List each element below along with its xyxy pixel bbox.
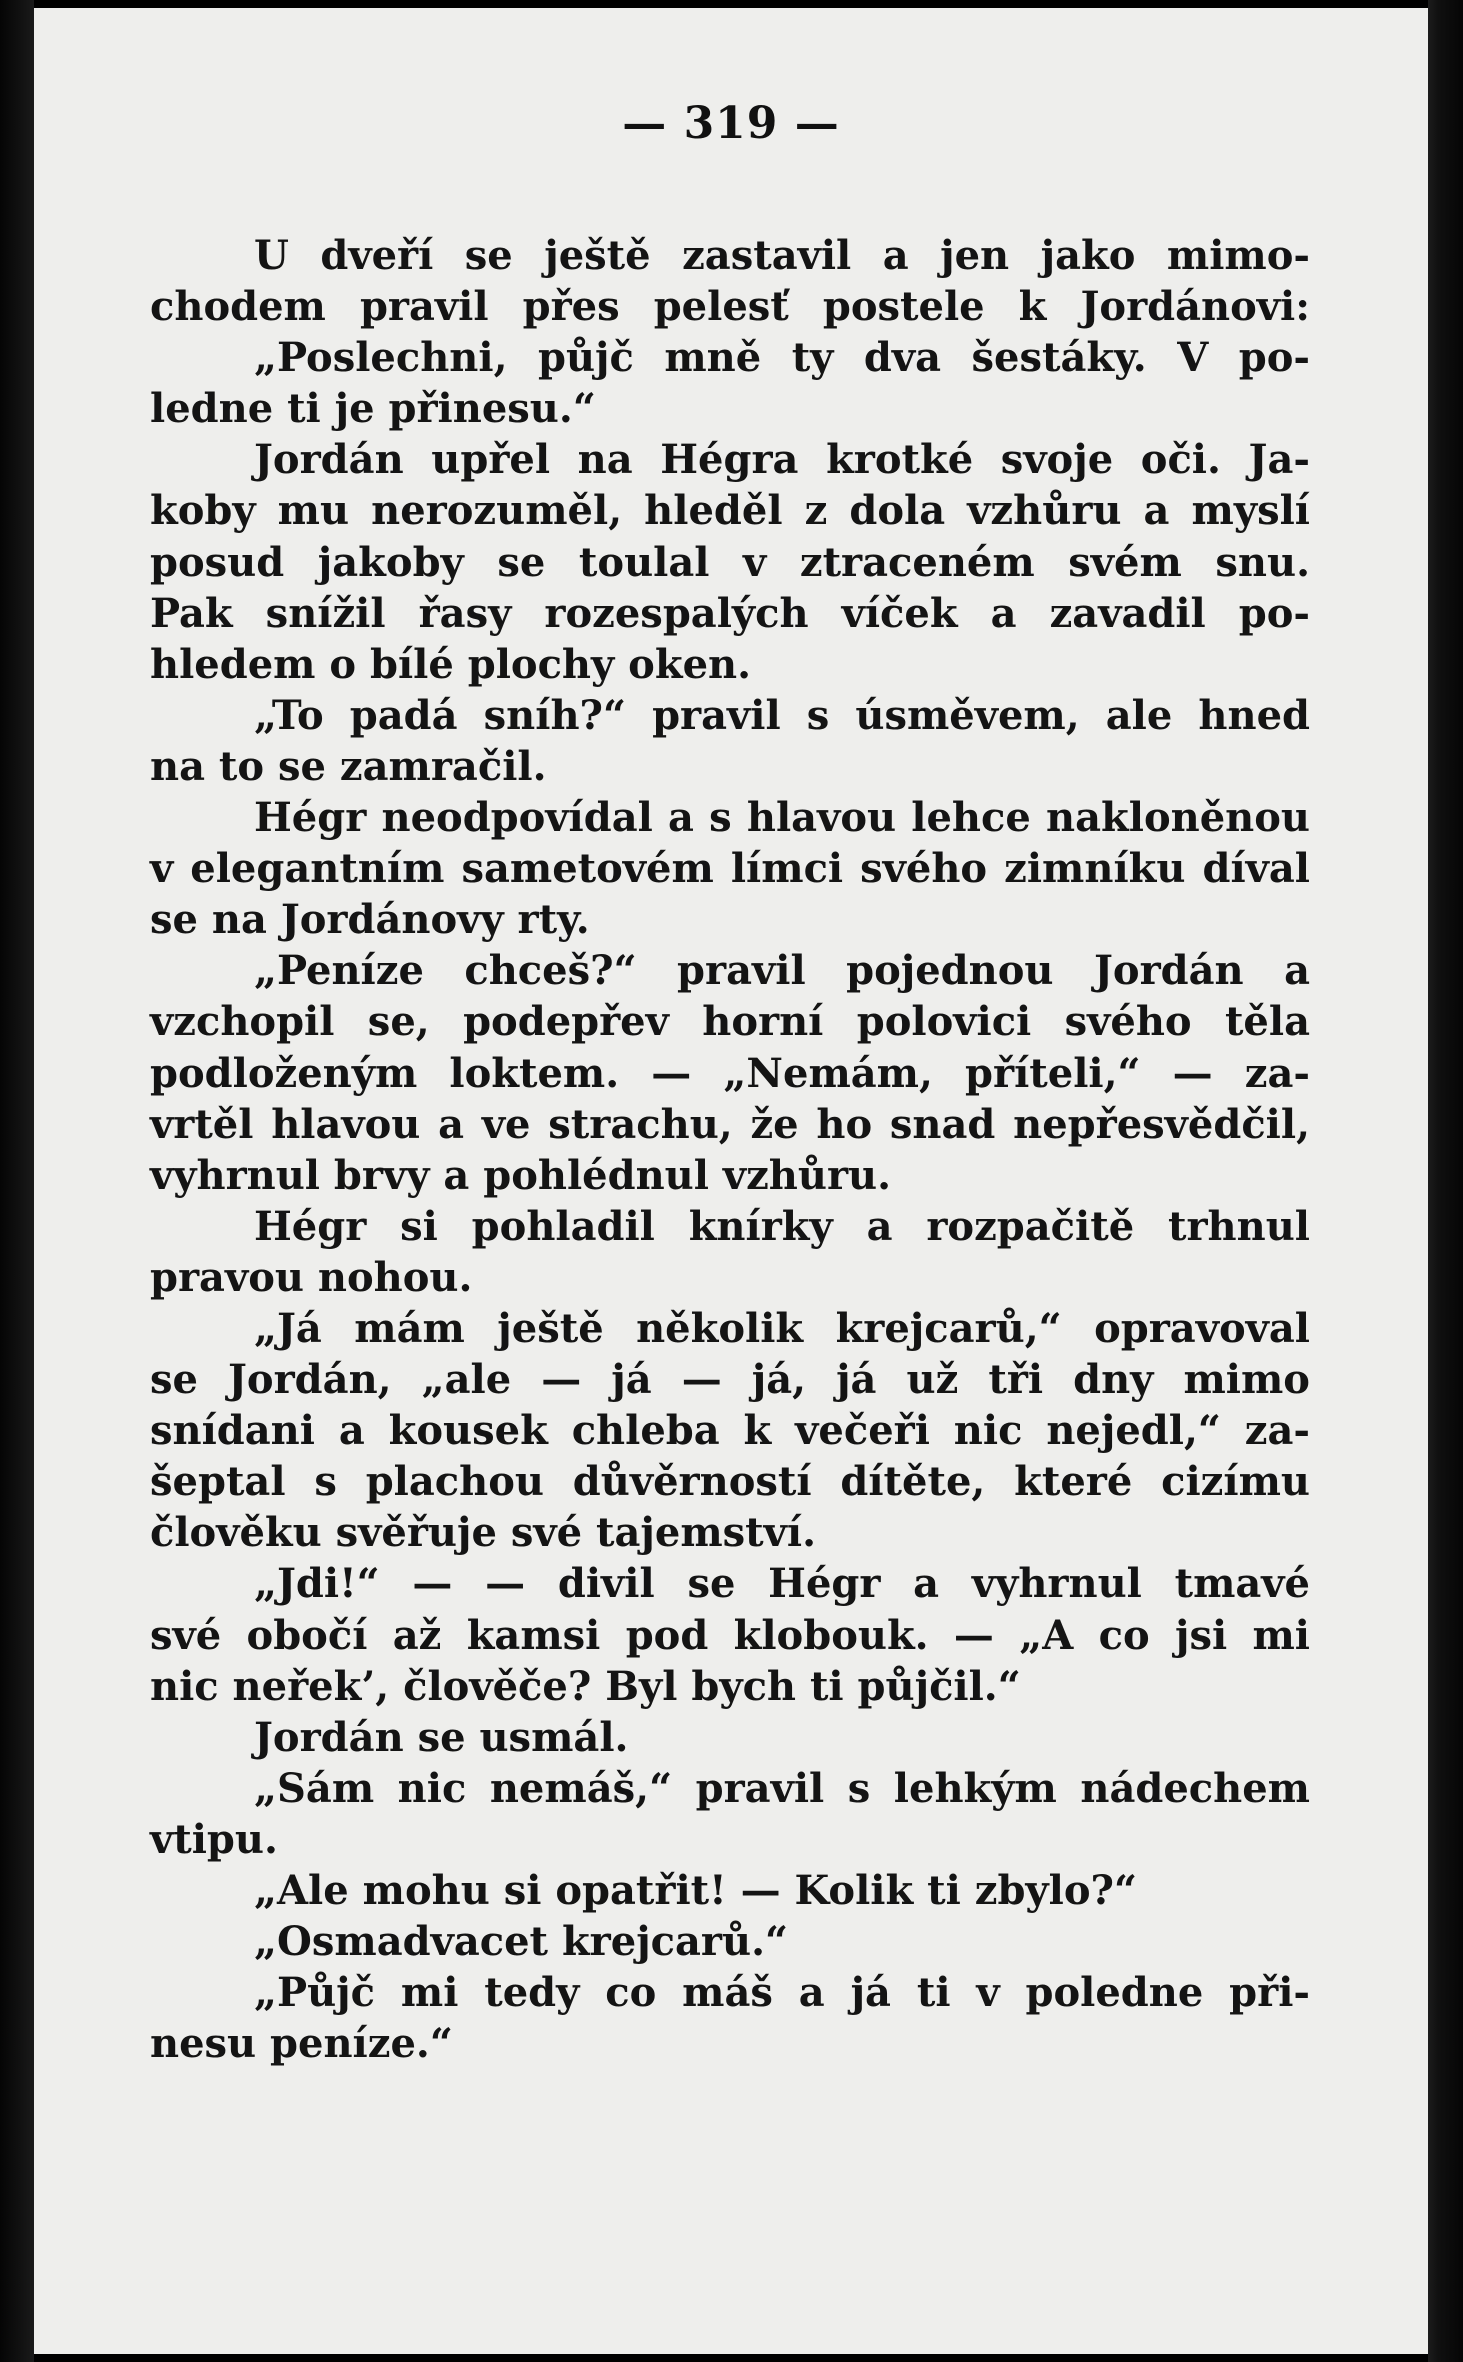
text-line: pravou nohou. (150, 1253, 473, 1301)
text-line: v elegantním sametovém límci svého zimníku díval (150, 845, 1310, 893)
text-line: koby mu nerozuměl, hleděl z dola vzhůru a myslí (150, 487, 1310, 535)
text-line: „To padá sníh?“ pravil s úsměvem, ale hned (254, 691, 1310, 739)
text-line: ledne ti je přinesu.“ (150, 385, 596, 433)
text-line: se na Jordánovy rty. (150, 896, 590, 944)
text-line: vzchopil se, podepřev horní polovici svého těla (150, 998, 1310, 1046)
text-line: Jordán upřel na Hégra krotké svoje oči. Ja- (254, 436, 1310, 484)
text-line: „Jdi!“ — — divil se Hégr a vyhrnul tmavé (254, 1560, 1310, 1608)
text-line: U dveří se ještě zastavil a jen jako mimo- (254, 232, 1310, 279)
text-line: člověku svěřuje své tajemství. (150, 1509, 816, 1557)
book-page (34, 8, 1428, 2354)
text-line: snídani a kousek chleba k večeři nic nejedl,“ za- (150, 1407, 1310, 1455)
text-line: „Sám nic nemáš,“ pravil s lehkým nádechem (254, 1764, 1310, 1812)
text-line: Jordán se usmál. (254, 1713, 629, 1761)
text-line: „Peníze chceš?“ pravil pojednou Jordán a (254, 947, 1310, 995)
text-line: své obočí až kamsi pod klobouk. — „A co jsi mi (150, 1611, 1310, 1659)
left-page-edge (0, 0, 34, 2362)
text-line: „Poslechni, půjč mně ty dva šestáky. V po- (254, 334, 1310, 382)
text-line: chodem pravil přes pelesť postele k Jordánovi: (150, 283, 1310, 331)
text-line: se Jordán, „ale — já — já, já už tři dny mimo (150, 1356, 1310, 1404)
text-line: vrtěl hlavou a ve strachu, že ho snad nepřesvědčil, (150, 1100, 1310, 1148)
text-line: posud jakoby se toulal v ztraceném svém snu. (150, 538, 1310, 586)
page-number: — 319 — (622, 98, 840, 149)
text-line: hledem o bílé plochy oken. (150, 640, 752, 688)
text-line: vtipu. (150, 1815, 278, 1863)
text-line: vyhrnul brvy a pohlédnul vzhůru. (150, 1151, 892, 1199)
body-text (150, 230, 1310, 2069)
text-line: „Já mám ještě několik krejcarů,“ opravoval (254, 1304, 1310, 1352)
text-line: Pak snížil řasy rozespalých víček a zavadil po- (150, 589, 1310, 637)
text-line: „Půjč mi tedy co máš a já ti v poledne při- (254, 1969, 1310, 2017)
text-line: „Osmadvacet krejcarů.“ (254, 1918, 789, 1966)
text-line: šeptal s plachou důvěrností dítěte, které cizímu (150, 1458, 1310, 1506)
text-line: Hégr si pohladil knírky a rozpačitě trhnul (254, 1202, 1310, 1250)
text-line: podloženým loktem. — „Nemám, příteli,“ — za- (150, 1049, 1310, 1097)
text-line: na to se zamračil. (150, 742, 547, 790)
text-line: „Ale mohu si opatřit! — Kolik ti zbylo?“ (254, 1867, 1137, 1914)
right-page-edge (1428, 0, 1463, 2362)
text-line: nesu peníze.“ (150, 2020, 453, 2068)
text-line: nic neřek’, člověče? Byl bych ti půjčil.“ (150, 1662, 1021, 1710)
text-line: Hégr neodpovídal a s hlavou lehce nakloněnou (254, 794, 1310, 842)
